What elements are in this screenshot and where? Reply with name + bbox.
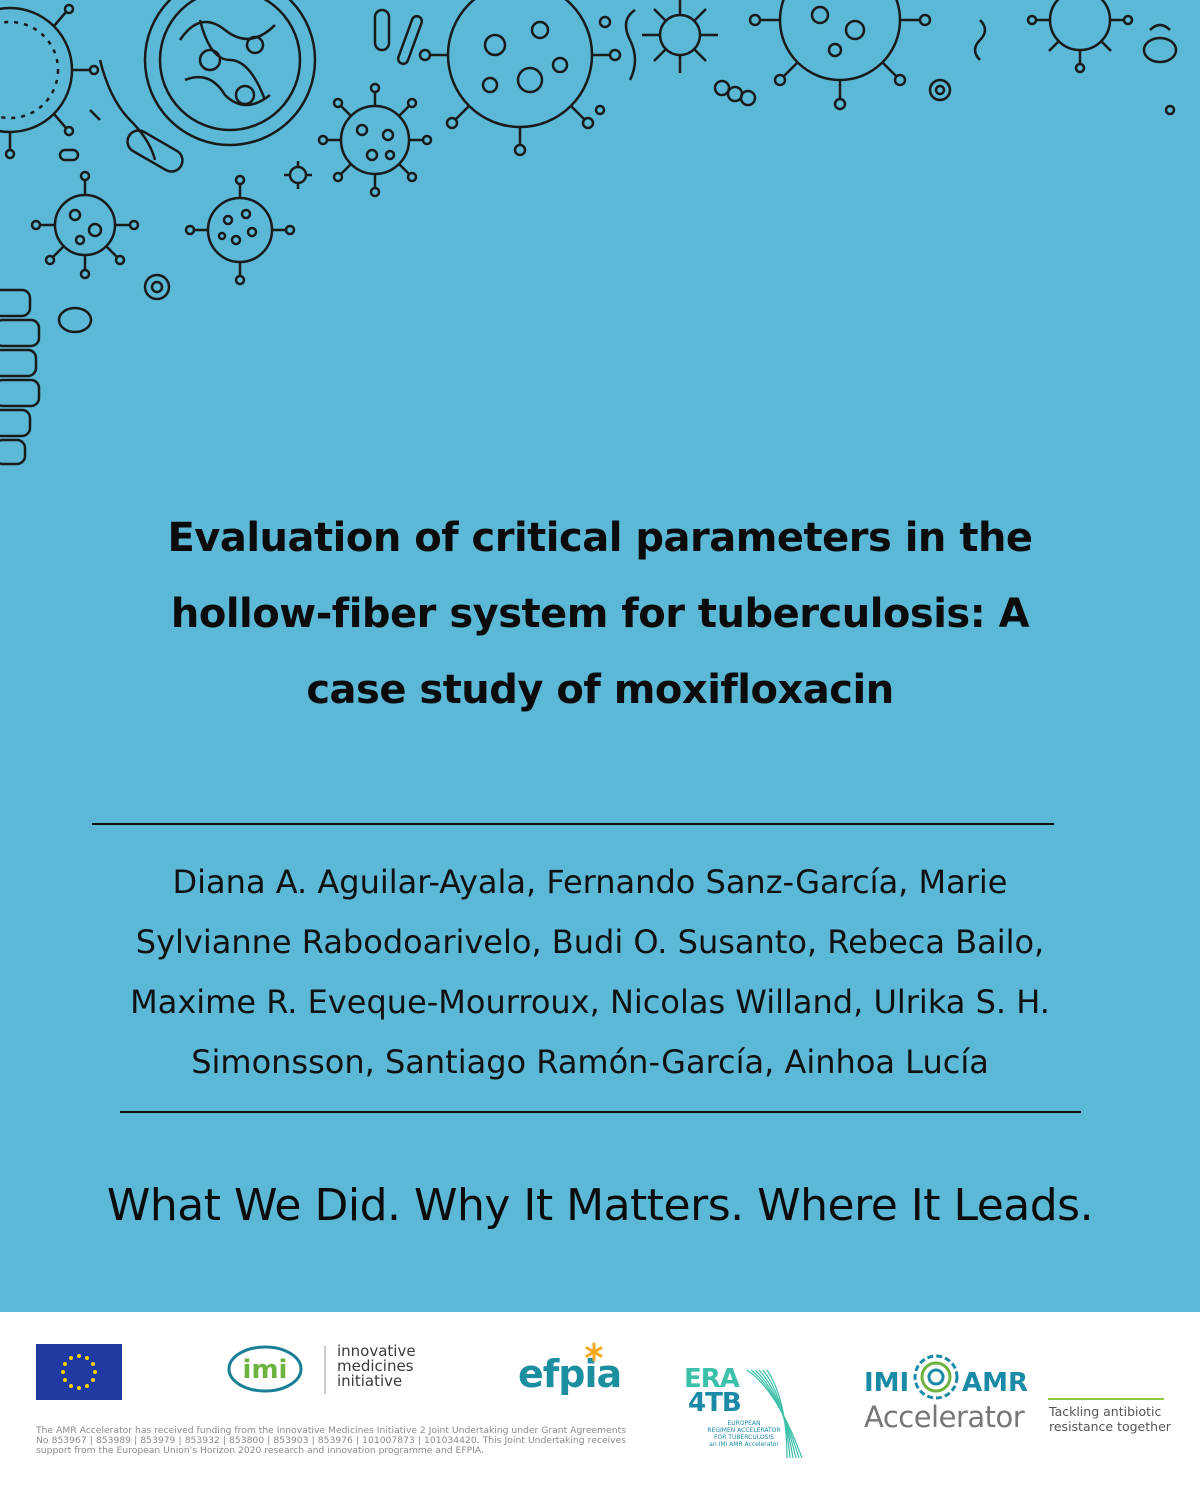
bacteria-icon: [0, 290, 39, 464]
imi-text-line: medicines: [337, 1357, 414, 1375]
virus-icon: [420, 0, 620, 155]
article-title: Evaluation of critical parameters in the hollow-fiber system for tuberculosis: A case study of moxifloxacin: [167, 515, 1033, 713]
amr-imi-wordmark: IMI: [864, 1368, 910, 1398]
funding-statement: The AMR Accelerator has received funding from the Innovative Medicines Initiative 2 Joint Undertaking under Grant Agreements No 853967 | 853989 | 853979 | 853932 | 853800 | 853903 | 853976 | 101007873 | 101034420. This Joint Undertaking receives support from the European Union's Horizon 2020 research and innovation programme and EFPIA.: [36, 1425, 626, 1456]
asterisk-icon: [584, 1342, 604, 1362]
svg-text:imi: imi: [242, 1355, 288, 1385]
divider-bottom: [120, 1111, 1081, 1113]
amr-slogan-line: resistance together: [1049, 1419, 1171, 1434]
virus-icon: [319, 84, 431, 196]
era-subtitle: [684, 1420, 804, 1448]
bacteria-icon: [59, 161, 312, 332]
tagline: What We Did. Why It Matters. Where It Leads.: [106, 1180, 1094, 1231]
amr-slogan: [1049, 1404, 1171, 1434]
virus-icon: [642, 0, 718, 73]
amr-target-icon: [910, 1352, 962, 1402]
footer-logos: [0, 1312, 1200, 1500]
microbe-illustration: [0, 0, 1200, 470]
efpia-logo: [518, 1342, 622, 1402]
era-subtitle-line: EUROPEAN: [727, 1420, 761, 1427]
imi-text-line: initiative: [337, 1372, 403, 1390]
amr-divider: [1048, 1398, 1164, 1400]
amr-wordmark: AMR: [962, 1368, 1029, 1398]
divider-top: [92, 823, 1054, 825]
era-wordmark: ERA: [684, 1364, 739, 1394]
amr-slogan-line: Tackling antibiotic: [1049, 1404, 1162, 1419]
author-list: Diana A. Aguilar-Ayala, Fernando Sanz-García, Marie Sylvianne Rabodoarivelo, Budi O. Susanto, Rebeca Bailo, Maxime R. Eveque-Mourroux, Nicolas Willand, Ulrika S. H. Simonsson, Santiago Ramón-García, Ainhoa Lucía: [130, 863, 1050, 1081]
imi-mark-icon: [225, 1340, 331, 1400]
imi-amr-accelerator-logo: [864, 1352, 1174, 1442]
era-wordmark: 4TB: [688, 1388, 741, 1418]
bacteria-icon: [596, 10, 755, 114]
era-subtitle-line: an IMI AMR Accelerator: [709, 1441, 779, 1448]
virus-icon: [1028, 0, 1132, 72]
virus-icon: [32, 172, 138, 278]
eu-flag-logo: [36, 1344, 122, 1400]
virus-icon: [0, 5, 98, 158]
era-subtitle-line: REGIMEN ACCELERATOR: [707, 1427, 781, 1434]
imi-text-line: innovative: [337, 1342, 416, 1360]
era-subtitle-line: FOR TUBERCULOSIS: [714, 1434, 774, 1441]
imi-logo: [225, 1340, 425, 1400]
virus-icon: [186, 176, 294, 284]
era4tb-logo: [684, 1364, 814, 1464]
virus-icon: [750, 0, 930, 109]
imi-wordmark: [337, 1344, 416, 1389]
efpia-wordmark: efpia: [518, 1352, 622, 1396]
accelerator-wordmark: Accelerator: [864, 1400, 1025, 1434]
virus-icon: [145, 0, 315, 145]
eu-stars-icon: [36, 1344, 122, 1400]
